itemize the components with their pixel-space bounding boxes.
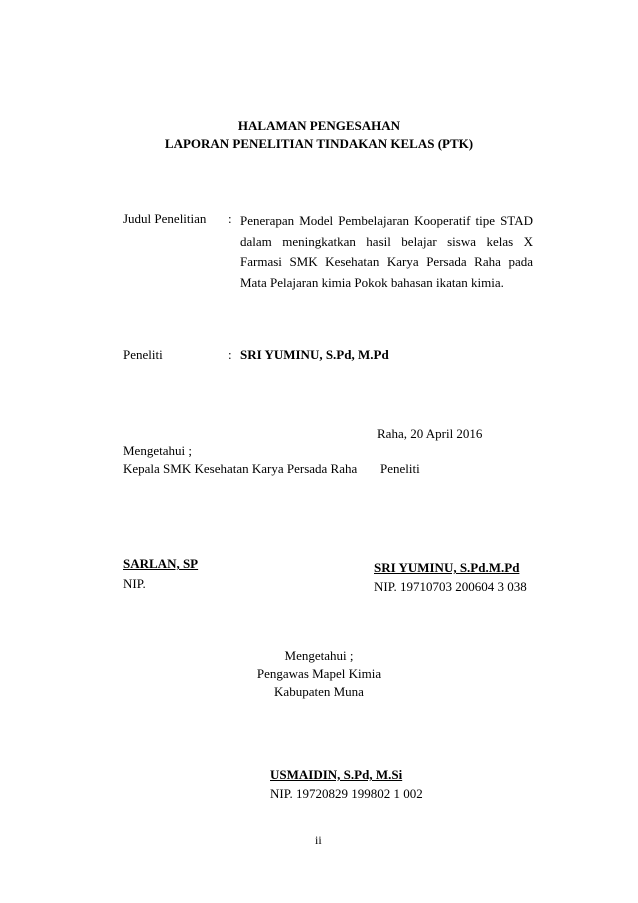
pengawas-nip: NIP. 19720829 199802 1 002 bbox=[270, 786, 423, 801]
peneliti-colon: : bbox=[228, 347, 232, 362]
page-number: ii bbox=[315, 833, 322, 847]
pengawas-role: Pengawas Mapel Kimia bbox=[256, 666, 382, 681]
place-date: Raha, 20 April 2016 bbox=[377, 426, 483, 441]
peneliti-label: Peneliti bbox=[123, 347, 163, 362]
judul-colon: : bbox=[228, 211, 232, 226]
mengetahui-label: Mengetahui ; bbox=[123, 443, 192, 458]
pengawas-mengetahui: Mengetahui ; bbox=[284, 648, 354, 663]
page-title: HALAMAN PENGESAHAN bbox=[237, 118, 401, 133]
kepala-name: SARLAN, SP bbox=[123, 556, 199, 571]
pengawas-region: Kabupaten Muna bbox=[274, 684, 364, 699]
kepala-role: Kepala SMK Kesehatan Karya Persada Raha bbox=[123, 461, 358, 476]
peneliti-sign-name: SRI YUMINU, S.Pd.M.Pd bbox=[374, 560, 520, 575]
judul-text: Penerapan Model Pembelajaran Kooperatif tipe STAD dalam meningkatkan hasil belajar siswa kelas X Farmasi SMK Kesehatan Karya Persada Raha pada Mata Pelajaran kimia Pokok bahasan ikatan kimia. bbox=[240, 213, 533, 290]
pengawas-name: USMAIDIN, S.Pd, M.Si bbox=[270, 767, 403, 782]
peneliti-name: SRI YUMINU, S.Pd, M.Pd bbox=[240, 347, 389, 362]
page-subtitle: LAPORAN PENELITIAN TINDAKAN KELAS (PTK) bbox=[164, 136, 474, 151]
judul-label: Judul Penelitian bbox=[123, 211, 207, 226]
peneliti-role: Peneliti bbox=[380, 461, 420, 476]
kepala-nip: NIP. bbox=[123, 576, 146, 591]
peneliti-nip: NIP. 19710703 200604 3 038 bbox=[374, 579, 527, 594]
